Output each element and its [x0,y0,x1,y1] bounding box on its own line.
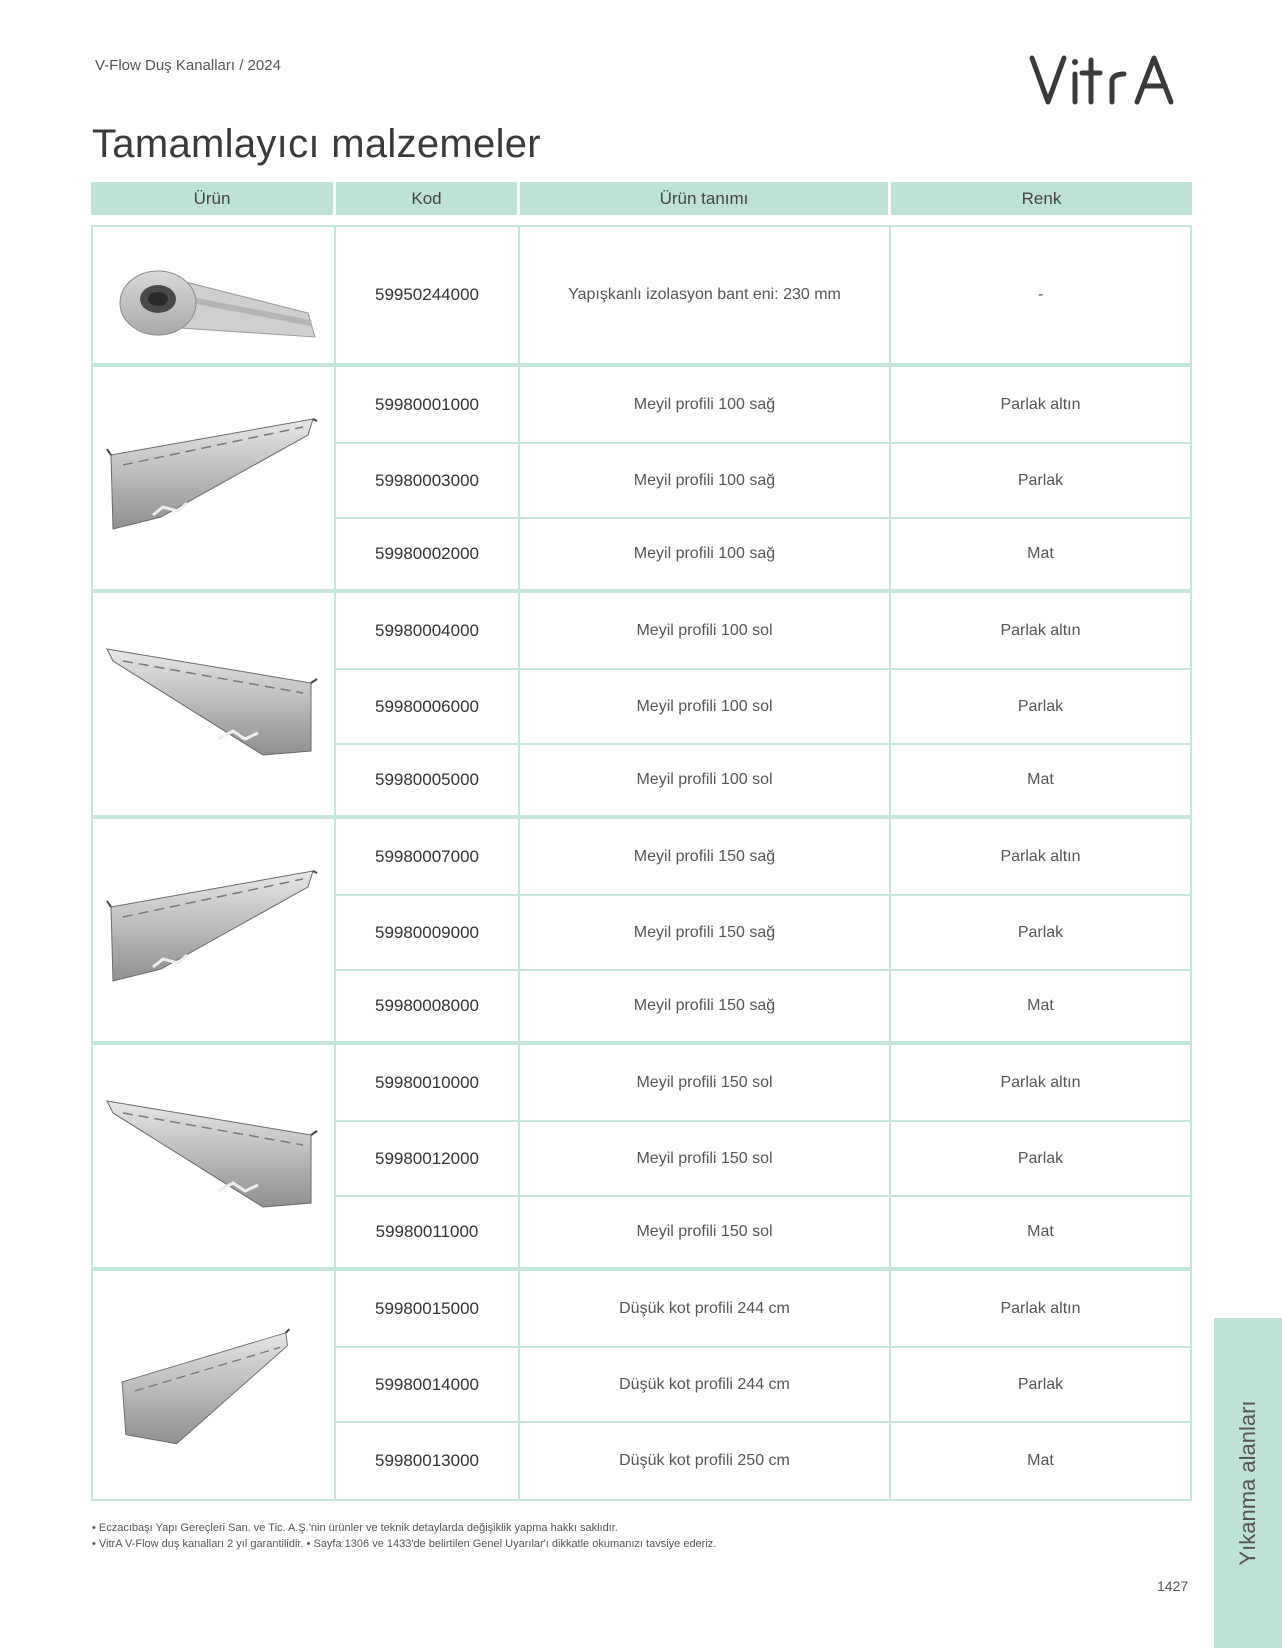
table-row [336,969,1190,1041]
product-description: Meyil profili 150 sağ [520,896,891,969]
product-code: 59980005000 [336,745,520,815]
isolation-tape-roll-image [103,235,323,355]
product-code: 59980001000 [336,367,520,442]
product-color: Parlak altın [1000,847,1081,865]
product-code: 59950244000 [336,227,520,363]
product-color: Mat [1027,1223,1054,1240]
column-header-urun-tanimi: Ürün tanımı [520,182,888,215]
column-header-kod: Kod [336,182,517,215]
product-image-cell [93,593,336,815]
product-color: Mat [1027,545,1054,562]
product-description: Meyil profili 100 sol [520,745,891,815]
page-title: Tamamlayıcı malzemeler [92,122,541,166]
column-header-renk: Renk [891,182,1192,215]
product-image-cell [93,1271,336,1499]
table-header [91,182,1192,215]
table-row [336,593,1190,668]
product-description: Düşük kot profili 244 cm [520,1271,891,1346]
table-row [336,1120,1190,1195]
product-description: Meyil profili 150 sol [520,1197,891,1267]
product-image-cell [93,819,336,1041]
footnote: • Eczacıbaşı Yapı Gereçleri San. ve Tic. A.Ş.'nin ürünler ve teknik detaylarda değişiklik yapma hakkı saklıdır. [92,1522,618,1534]
product-group [91,817,1192,1043]
section-side-tab-label: Yıkanma alanları [1235,1400,1260,1566]
product-group [91,365,1192,591]
table-row [336,227,1190,363]
product-group [91,1043,1192,1269]
vitra-logo [1028,52,1194,110]
document-header: V-Flow Duş Kanalları / 2024 [95,57,281,74]
product-color: Mat [1027,1452,1054,1469]
page-number: 1427 [1157,1578,1189,1594]
product-color: Mat [1027,997,1054,1014]
table-row [336,819,1190,894]
product-image-cell [93,1045,336,1267]
product-description: Meyil profili 100 sağ [520,444,891,517]
slope-profile-right-image [103,417,323,537]
product-code: 59980007000 [336,819,520,894]
table-row [336,1346,1190,1421]
product-color: - [1037,286,1044,303]
footnote: • VitrA V-Flow duş kanalları 2 yıl garantilidir. • Sayfa 1306 ve 1433'de belirtilen Genel Uyarılar'ı dikkatle okumanızı tavsiye ederiz. [92,1538,717,1550]
product-code: 59980014000 [336,1348,520,1421]
table-row [336,894,1190,969]
product-code: 59980003000 [336,444,520,517]
product-code: 59980002000 [336,519,520,589]
table-row [336,517,1190,589]
product-color: Parlak altın [1000,1073,1081,1091]
product-code: 59980009000 [336,896,520,969]
slope-profile-left-image [103,643,323,763]
product-color: Parlak altın [1000,621,1081,639]
table-row [336,442,1190,517]
product-description: Meyil profili 150 sağ [520,971,891,1041]
product-code: 59980006000 [336,670,520,743]
product-color: Parlak [1017,1149,1064,1167]
product-description: Meyil profili 150 sol [520,1045,891,1120]
product-description: Meyil profili 150 sol [520,1122,891,1195]
product-group [91,225,1192,365]
product-description: Yapışkanlı izolasyon bant eni: 230 mm [520,227,891,363]
table-row [336,1271,1190,1346]
product-description: Düşük kot profili 244 cm [520,1348,891,1421]
product-group [91,1269,1192,1501]
footnotes [92,1520,716,1552]
product-image-cell [93,367,336,589]
product-color: Mat [1027,771,1054,788]
table-row [336,367,1190,442]
table-row [336,1195,1190,1267]
table-row [336,1421,1190,1499]
product-code: 59980008000 [336,971,520,1041]
slope-profile-left-image [103,1095,323,1215]
product-code: 59980010000 [336,1045,520,1120]
product-code: 59980012000 [336,1122,520,1195]
product-code: 59980004000 [336,593,520,668]
product-image-cell [93,227,336,363]
table-row [336,1045,1190,1120]
product-color: Parlak [1017,697,1064,715]
slope-profile-right-image [103,869,323,989]
product-table [91,225,1192,1501]
product-description: Meyil profili 100 sağ [520,367,891,442]
product-description: Meyil profili 100 sol [520,593,891,668]
product-color: Parlak [1017,471,1064,489]
product-code: 59980011000 [336,1197,520,1267]
product-code: 59980015000 [336,1271,520,1346]
product-description: Meyil profili 150 sağ [520,819,891,894]
product-color: Parlak [1017,923,1064,941]
product-description: Meyil profili 100 sağ [520,519,891,589]
table-row [336,743,1190,815]
product-description: Düşük kot profili 250 cm [520,1423,891,1499]
column-header-urun: Ürün [91,182,333,215]
low-level-profile-image [113,1321,313,1461]
product-group [91,591,1192,817]
product-description: Meyil profili 100 sol [520,670,891,743]
table-row [336,668,1190,743]
product-color: Parlak altın [1000,1299,1081,1317]
section-side-tab [1214,1318,1282,1648]
product-color: Parlak [1017,1375,1064,1393]
product-color: Parlak altın [1000,395,1081,413]
product-code: 59980013000 [336,1423,520,1499]
